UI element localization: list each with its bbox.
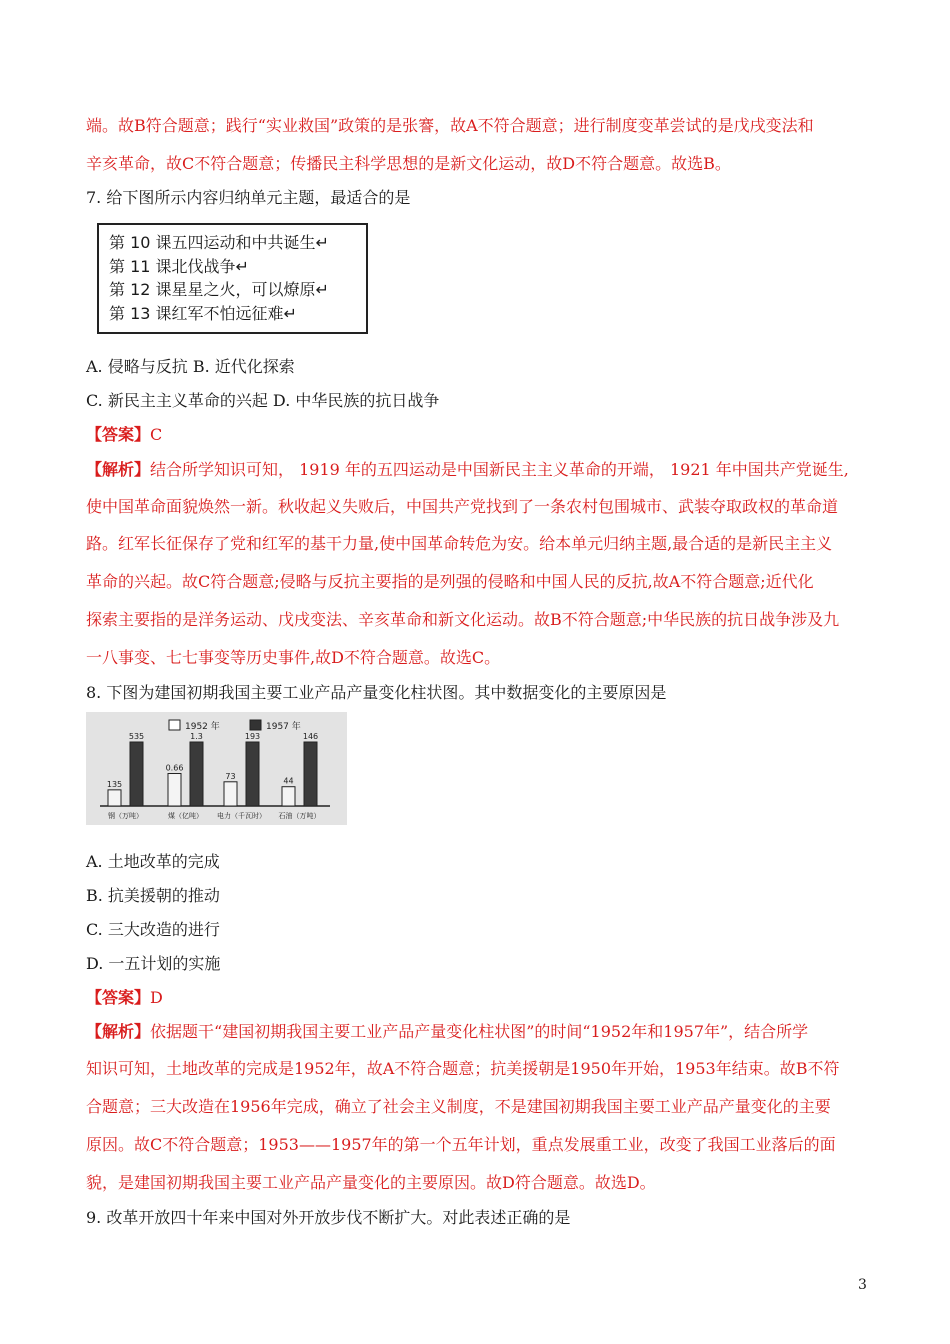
q8-answer [86,988,163,1008]
q9-stem: 9. 改革开放四十年来中国对外开放步伐不断扩大。对此表述正确的是 [86,1208,571,1227]
q7-analysis-5: 探索主要指的是洋务运动、戊戌变法、辛亥革命和新文化运动。故B不符合题意;中华民族的抗日战争涉及九 [86,610,840,629]
bar-value-label: 0.66 [165,763,184,773]
chart-bar [130,742,143,806]
analysis-line: 端。故B符合题意；践行“实业救国”政策的是张謇，故A不符合题意；进行制度变革尝试的是戊戌变法和 [86,116,814,135]
lesson-item: 第 13 课红军不怕远征难↵ [109,303,297,323]
bar-value-label: 1.3 [190,732,203,741]
answer-tag: 【答案】 [86,988,151,1007]
bar-chart-svg [86,712,347,825]
legend-label-1952: 1952 年 [185,722,220,732]
q7-analysis-2: 使中国革命面貌焕然一新。秋收起义失败后，中国共产党找到了一条农村包围城市、武装夺取政权的革命道 [86,497,839,516]
chart-bar [224,782,237,806]
bar-value-label: 44 [283,776,294,786]
answer-value: C [150,425,163,444]
chart-bar [190,742,203,806]
category-label: 石油（万吨） [278,812,321,820]
category-label: 电力（千瓦时） [217,812,266,820]
q8-option-a: A. 土地改革的完成 [86,852,220,871]
q7-options-ab: A. 侵略与反抗 B. 近代化探索 [86,357,295,376]
category-label: 煤（亿吨） [168,812,203,820]
q7-stem: 7. 给下图所示内容归纳单元主题，最适合的是 [86,188,411,207]
category-label: 钢（万吨） [108,812,143,820]
analysis-text: 依据题干“建国初期我国主要工业产品产量变化柱状图”的时间“1952年和1957年”，结合所学 [150,1022,809,1041]
q7-analysis-6: 一八事变、七七事变等历史事件,故D不符合题意。故选C。 [86,648,501,667]
analysis-tag: 【解析】 [86,460,151,479]
legend-swatch-1952 [169,720,180,730]
q8-stem: 8. 下图为建国初期我国主要工业产品产量变化柱状图。其中数据变化的主要原因是 [86,683,667,702]
bar-chart [86,712,347,825]
q7-analysis-3: 路。红军长征保存了党和红军的基干力量,使中国革命转危为安。给本单元归纳主题,最合适的是新民主主义 [86,534,833,553]
q8-analysis-5: 貌，是建国初期我国主要工业产品产量变化的主要原因。故D符合题意。故选D。 [86,1173,656,1192]
q8-analysis-2: 知识可知，土地改革的完成是1952年，故A不符合题意；抗美援朝是1950年开始，1953年结束。故B不符 [86,1059,840,1078]
legend-swatch-1957 [250,720,261,730]
bar-value-label: 535 [128,732,145,741]
q7-analysis-4: 革命的兴起。故C符合题意;侵略与反抗主要指的是列强的侵略和中国人民的反抗,故A不符合题意;近代化 [86,572,814,591]
chart-bar [304,742,317,806]
page-number: 3 [858,1277,867,1293]
lesson-item: 第 12 课星星之火，可以燎原↵ [109,280,329,299]
q8-analysis-1 [86,1022,808,1042]
q7-analysis-1 [86,460,849,480]
lesson-item: 第 10 课五四运动和中共诞生↵ [109,233,329,252]
bar-value-label: 146 [302,732,319,741]
q8-option-b: B. 抗美援朝的推动 [86,886,220,905]
bar-value-label: 135 [106,779,123,789]
legend-label-1957: 1957 年 [266,722,301,732]
analysis-line: 辛亥革命，故C不符合题意；传播民主科学思想的是新文化运动，故D不符合题意。故选B。 [86,154,731,173]
bar-value-label: 73 [225,771,236,781]
answer-tag: 【答案】 [86,425,151,444]
q8-option-d: D. 一五计划的实施 [86,954,221,973]
q8-option-c: C. 三大改造的进行 [86,920,220,939]
q7-answer [86,425,162,445]
lesson-box [97,223,368,334]
answer-value: D [150,988,163,1007]
q7-options-cd: C. 新民主主义革命的兴起 D. 中华民族的抗日战争 [86,391,440,410]
q8-analysis-3: 合题意；三大改造在1956年完成，确立了社会主义制度，不是建国初期我国主要工业产品产量变化的主要 [86,1097,831,1116]
chart-bar [168,774,181,806]
bar-value-label: 193 [244,732,261,741]
analysis-tag: 【解析】 [86,1022,151,1041]
lesson-item: 第 11 课北伐战争↵ [109,256,249,276]
chart-bar [246,742,259,806]
chart-bar [108,790,121,806]
chart-bar [282,787,295,806]
q8-analysis-4: 原因。故C不符合题意；1953——1957年的第一个五年计划，重点发展重工业，改变了我国工业落后的面 [86,1135,836,1154]
analysis-text: 结合所学知识可知， 1919 年的五四运动是中国新民主主义革命的开端， 1921 年中国共产党诞生, [150,460,849,479]
